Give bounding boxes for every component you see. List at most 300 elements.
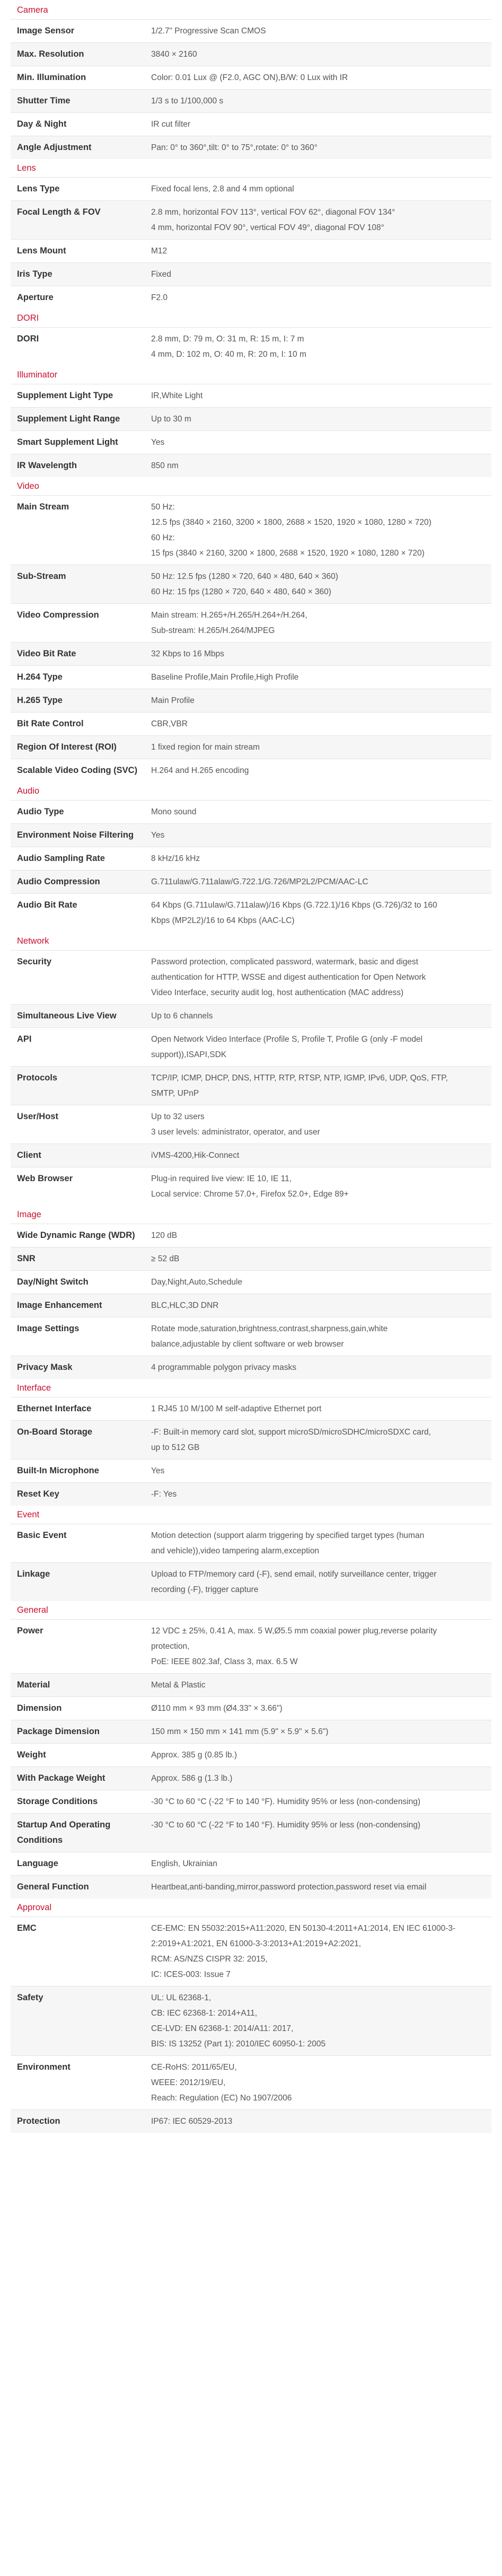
spec-value [151, 458, 485, 473]
spec-row [11, 1397, 491, 1420]
spec-value-line: Day,Night,Auto,Schedule [151, 1278, 243, 1287]
spec-value-line: 850 nm [151, 461, 179, 470]
spec-row [11, 2055, 491, 2109]
spec-value [151, 646, 485, 662]
spec-value-line: Up to 30 m [151, 415, 191, 424]
spec-value-line: Plug-in required live view: IE 10, IE 11, [151, 1174, 292, 1183]
spec-label: H.264 Type [17, 672, 63, 682]
spec-label-line: Conditions [17, 1835, 63, 1845]
spec-row [11, 407, 491, 430]
spec-value-line: Upload to FTP/memory card (-F), send email, notify surveillance center, trigger [151, 1570, 437, 1579]
spec-value [151, 70, 485, 85]
spec-value-line: Mono sound [151, 807, 197, 816]
spec-row [11, 759, 491, 782]
spec-label: Day/Night Switch [17, 1277, 89, 1287]
spec-label: Storage Conditions [17, 1797, 98, 1806]
spec-value [151, 2060, 485, 2106]
spec-row [11, 1696, 491, 1720]
spec-value [151, 693, 485, 708]
spec-value [151, 1321, 485, 1352]
spec-value-line: Kbps (MP2L2)/16 to 64 Kbps (AAC-LC) [151, 916, 295, 925]
spec-row [11, 42, 491, 66]
spec-value [151, 1677, 485, 1693]
spec-value [151, 331, 485, 362]
spec-value-line: and vehicle)),video tampering alarm,exception [151, 1546, 320, 1555]
spec-label: Supplement Light Type [17, 391, 113, 400]
spec-value-line: Up to 6 channels [151, 1012, 213, 1021]
spec-value-line: authentication for HTTP, WSSE and digest authentication for Open Network [151, 973, 426, 982]
spec-label: Linkage [17, 1569, 50, 1579]
spec-row [11, 665, 491, 689]
spec-value-line: up to 512 GB [151, 1443, 200, 1452]
spec-value [151, 1360, 485, 1375]
spec-value [151, 716, 485, 732]
spec-value [151, 670, 485, 685]
spec-value-line: G.711ulaw/G.711alaw/G.722.1/G.726/MP2L2/PCM/AAC-LC [151, 877, 368, 886]
section-title: Event [17, 1510, 40, 1519]
spec-row [11, 1224, 491, 1247]
spec-label: Safety [17, 1993, 43, 2002]
spec-row [11, 847, 491, 870]
spec-value [151, 267, 485, 282]
section-audio [11, 782, 491, 932]
spec-value-line: 150 mm × 150 mm × 141 mm (5.9" × 5.9" × 5.6") [151, 1727, 329, 1736]
spec-label: Video Compression [17, 610, 99, 620]
section-network [11, 932, 491, 1206]
spec-value [151, 499, 485, 561]
spec-value-line: 2.8 mm, horizontal FOV 113°, vertical FOV 62°, diagonal FOV 134° [151, 208, 395, 217]
spec-label: Security [17, 957, 52, 966]
spec-value-line: TCP/IP, ICMP, DHCP, DNS, HTTP, RTP, RTSP, NTP, IGMP, IPv6, UDP, QoS, FTP, [151, 1074, 448, 1083]
spec-label: Video Bit Rate [17, 649, 76, 658]
spec-value-line: Video Interface, security audit log, host authentication (MAC address) [151, 988, 404, 997]
spec-row [11, 642, 491, 665]
spec-value-line: 4 programmable polygon privacy masks [151, 1363, 296, 1372]
spec-value-line: Yes [151, 438, 165, 447]
spec-value-line: 12.5 fps (3840 × 2160, 3200 × 1800, 2688 × 1520, 1920 × 1080, 1280 × 720) [151, 518, 431, 527]
spec-label: Environment [17, 2062, 71, 2072]
spec-value-line: 60 Hz: [151, 533, 175, 542]
spec-label: Lens Mount [17, 246, 66, 256]
spec-row [11, 1167, 491, 1206]
spec-value-line: 4 mm, D: 102 m, O: 40 m, R: 20 m, I: 10 m [151, 350, 306, 359]
spec-value-line: 1/2.7" Progressive Scan CMOS [151, 27, 266, 36]
spec-row [11, 1027, 491, 1066]
spec-label: Material [17, 1680, 50, 1690]
spec-row [11, 1619, 491, 1673]
spec-value-line: IR cut filter [151, 120, 191, 129]
spec-value [151, 1032, 485, 1062]
spec-label: H.265 Type [17, 696, 63, 705]
spec-value-line: CE-LVD: EN 62368-1: 2014/A11: 2017, [151, 2024, 294, 2033]
spec-value [151, 205, 485, 235]
spec-value [151, 411, 485, 427]
spec-label: Angle Adjustment [17, 143, 92, 152]
spec-value [151, 1298, 485, 1313]
spec-row [11, 89, 491, 112]
spec-value-line: ≥ 52 dB [151, 1254, 180, 1263]
spec-value-line: BIS: IS 13252 (Part 1): 2010/IEC 60950-1: 2005 [151, 2039, 326, 2049]
spec-label: Focal Length & FOV [17, 207, 101, 217]
spec-value-line: protection, [151, 1642, 190, 1651]
spec-label: IR Wavelength [17, 461, 77, 470]
spec-label: Audio Type [17, 807, 64, 816]
spec-value [151, 1990, 485, 2052]
spec-value [151, 1148, 485, 1163]
spec-row [11, 1459, 491, 1482]
spec-label: SNR [17, 1254, 36, 1263]
spec-row [11, 239, 491, 262]
spec-row [11, 495, 491, 565]
spec-value-line: SMTP, UPnP [151, 1089, 199, 1098]
spec-label: Region Of Interest (ROI) [17, 742, 117, 752]
spec-value-line: 32 Kbps to 16 Mbps [151, 649, 224, 658]
spec-label: On-Board Storage [17, 1427, 93, 1437]
spec-value-line: 2:2019+A1:2021, EN 61000-3-3:2013+A1:2019+A2:2021, [151, 1939, 362, 1948]
spec-value-line: Password protection, complicated password, watermark, basic and digest [151, 957, 418, 966]
section-title: Camera [17, 5, 48, 15]
spec-row [11, 19, 491, 42]
spec-value-line: Baseline Profile,Main Profile,High Profile [151, 673, 299, 682]
spec-value-line: Fixed focal lens, 2.8 and 4 mm optional [151, 184, 294, 194]
spec-row [11, 177, 491, 200]
spec-value-line: 3 user levels: administrator, operator, and user [151, 1128, 320, 1137]
spec-label: Package Dimension [17, 1727, 100, 1736]
spec-value [151, 1879, 485, 1895]
spec-row [11, 893, 491, 932]
spec-label: Scalable Video Coding (SVC) [17, 766, 138, 775]
section-image [11, 1206, 491, 1379]
spec-label: Audio Compression [17, 877, 100, 886]
spec-value-line: Local service: Chrome 57.0+, Firefox 52.0+, Edge 89+ [151, 1190, 349, 1199]
spec-label: Basic Event [17, 1531, 67, 1540]
spec-value-line: support)),ISAPI,SDK [151, 1050, 227, 1059]
spec-row [11, 1356, 491, 1379]
spec-row [11, 2109, 491, 2133]
spec-value-line: CE-EMC: EN 55032:2015+A11:2020, EN 50130-4:2011+A1:2014, EN IEC 61000-3- [151, 1924, 456, 1933]
spec-value [151, 804, 485, 820]
spec-row [11, 1144, 491, 1167]
spec-value [151, 1008, 485, 1024]
spec-label-line: Startup And Operating [17, 1820, 111, 1830]
spec-row [11, 870, 491, 893]
spec-row [11, 1420, 491, 1459]
spec-label: Min. Illumination [17, 73, 86, 82]
spec-value [151, 1623, 485, 1669]
spec-value-line: WEEE: 2012/19/EU, [151, 2078, 226, 2087]
spec-value [151, 1921, 485, 1982]
spec-label: Image Enhancement [17, 1300, 102, 1310]
spec-row [11, 1482, 491, 1506]
spec-label: Web Browser [17, 1174, 73, 1183]
spec-row [11, 1270, 491, 1294]
spec-value [151, 1171, 485, 1202]
spec-value [151, 2114, 485, 2129]
spec-row [11, 735, 491, 759]
spec-label: Power [17, 1626, 43, 1636]
spec-label: Simultaneous Live View [17, 1011, 117, 1021]
spec-value [151, 1771, 485, 1786]
spec-label: Language [17, 1859, 58, 1868]
spec-row [11, 1317, 491, 1356]
spec-value [151, 569, 485, 600]
spec-row [11, 950, 491, 1004]
section-title: Approval [17, 1903, 52, 1912]
spec-label: Sub-Stream [17, 572, 66, 581]
spec-value-line: IC: ICES-003: Issue 7 [151, 1970, 231, 1979]
spec-row [11, 1004, 491, 1027]
section-event [11, 1506, 491, 1601]
spec-value [151, 1794, 485, 1809]
spec-value-line: CB: IEC 62368-1: 2014+A11, [151, 2009, 258, 2018]
spec-value [151, 1528, 485, 1559]
spec-label: Built-In Microphone [17, 1466, 99, 1475]
spec-value-line: balance,adjustable by client software or web browser [151, 1340, 344, 1349]
spec-value-line: Yes [151, 831, 165, 840]
spec-row [11, 200, 491, 239]
spec-value-line: Open Network Video Interface (Profile S, Profile T, Profile G (only -F model [151, 1035, 422, 1044]
spec-value [151, 851, 485, 866]
spec-value-line: 60 Hz: 15 fps (1280 × 720, 640 × 480, 640 × 360) [151, 587, 331, 596]
spec-value-line: Up to 32 users [151, 1112, 205, 1121]
spec-label: DORI [17, 334, 39, 344]
spec-value [151, 181, 485, 197]
spec-row [11, 1852, 491, 1875]
spec-value-line: 64 Kbps (G.711ulaw/G.711alaw)/16 Kbps (G.722.1)/16 Kbps (G.726)/32 to 160 [151, 901, 437, 910]
section-interface [11, 1379, 491, 1506]
spec-value [151, 763, 485, 778]
spec-row [11, 712, 491, 735]
spec-label: Weight [17, 1750, 46, 1760]
spec-row [11, 1790, 491, 1813]
spec-value-line: CBR,VBR [151, 719, 188, 728]
spec-label: EMC [17, 1923, 37, 1933]
spec-value-line: 120 dB [151, 1231, 178, 1240]
spec-value-line: IR,White Light [151, 391, 203, 400]
spec-value-line: IP67: IEC 60529-2013 [151, 2117, 233, 2126]
spec-value [151, 954, 485, 1000]
spec-value-line: Main stream: H.265+/H.265/H.264+/H.264, [151, 611, 307, 620]
spec-label: Reset Key [17, 1489, 59, 1499]
spec-label: Shutter Time [17, 96, 71, 105]
section-title: Interface [17, 1383, 51, 1393]
spec-row [11, 1720, 491, 1743]
spec-value-line: 1/3 s to 1/100,000 s [151, 96, 224, 105]
spec-row [11, 1294, 491, 1317]
spec-row [11, 1524, 491, 1562]
spec-label: Audio Sampling Rate [17, 854, 105, 863]
spec-value-line: recording (-F), trigger capture [151, 1585, 259, 1594]
spec-value-line: M12 [151, 247, 168, 256]
spec-value [151, 1228, 485, 1243]
spec-row [11, 1743, 491, 1766]
spec-value [151, 828, 485, 843]
section-dori [11, 309, 491, 366]
spec-row [11, 1813, 491, 1852]
spec-label: Max. Resolution [17, 49, 84, 59]
spec-value [151, 1817, 485, 1848]
spec-value [151, 1401, 485, 1417]
section-title: Lens [17, 163, 36, 173]
spec-row [11, 1105, 491, 1144]
spec-value-line: Heartbeat,anti-banding,mirror,password protection,password reset via email [151, 1883, 427, 1892]
spec-row [11, 823, 491, 847]
spec-value-line: 1 RJ45 10 M/100 M self-adaptive Ethernet port [151, 1404, 322, 1413]
section-camera [11, 0, 491, 159]
spec-value [151, 1856, 485, 1871]
spec-row [11, 800, 491, 823]
spec-label: Client [17, 1150, 41, 1160]
spec-row [11, 1562, 491, 1601]
spec-row [11, 1986, 491, 2055]
spec-label: Privacy Mask [17, 1362, 73, 1372]
spec-value-line: Approx. 586 g (1.3 lb.) [151, 1774, 233, 1783]
spec-label: Bit Rate Control [17, 719, 84, 728]
spec-value [151, 1274, 485, 1290]
spec-value [151, 243, 485, 259]
spec-value [151, 140, 485, 155]
spec-value-line: UL: UL 62368-1, [151, 1993, 212, 2002]
spec-value-line: Sub-stream: H.265/H.264/MJPEG [151, 626, 275, 635]
spec-value [151, 1109, 485, 1140]
spec-row [11, 66, 491, 89]
spec-value [151, 117, 485, 132]
spec-value-line: 1 fixed region for main stream [151, 743, 260, 752]
spec-value [151, 1070, 485, 1101]
spec-label: API [17, 1034, 32, 1044]
spec-label: Protection [17, 2116, 60, 2126]
spec-value [151, 898, 485, 928]
section-lens [11, 159, 491, 309]
spec-value-line: CE-RoHS: 2011/65/EU, [151, 2063, 237, 2072]
spec-value [151, 290, 485, 305]
spec-row [11, 1673, 491, 1696]
spec-label: Dimension [17, 1703, 62, 1713]
spec-value [151, 1251, 485, 1267]
section-title: Video [17, 481, 39, 491]
spec-label: Audio Bit Rate [17, 900, 77, 910]
spec-row [11, 112, 491, 136]
section-title: DORI [17, 313, 39, 323]
spec-value-line: 50 Hz: 12.5 fps (1280 × 720, 640 × 480, 640 × 360) [151, 572, 338, 581]
spec-value-line: Pan: 0° to 360°,tilt: 0° to 75°,rotate: 0° to 360° [151, 143, 318, 152]
spec-value [151, 388, 485, 403]
spec-label: User/Host [17, 1112, 58, 1121]
spec-label: Supplement Light Range [17, 414, 120, 424]
spec-value [151, 1701, 485, 1716]
section-illuminator [11, 366, 491, 477]
spec-value-line: Main Profile [151, 696, 195, 705]
spec-value [151, 874, 485, 890]
spec-value-line: Reach: Regulation (EC) No 1907/2006 [151, 2094, 292, 2103]
spec-value-line: Motion detection (support alarm triggering by specified target types (human [151, 1531, 425, 1540]
spec-label: Environment Noise Filtering [17, 830, 134, 840]
spec-label: Image Sensor [17, 26, 75, 36]
spec-label: Day & Night [17, 119, 67, 129]
spec-value-line: Ø110 mm × 93 mm (Ø4.33" × 3.66") [151, 1704, 283, 1713]
spec-value [151, 1747, 485, 1763]
spec-label: Iris Type [17, 269, 52, 279]
spec-label: Aperture [17, 293, 54, 302]
spec-label: General Function [17, 1882, 89, 1892]
section-video [11, 477, 491, 782]
section-title: Illuminator [17, 370, 58, 380]
spec-row [11, 689, 491, 712]
spec-value-line: Yes [151, 1466, 165, 1475]
spec-label: Protocols [17, 1073, 58, 1083]
spec-value [151, 740, 485, 755]
spec-row [11, 1066, 491, 1105]
spec-value-line: 12 VDC ± 25%, 0.41 A, max. 5 W,Ø5.5 mm coaxial power plug,reverse polarity [151, 1627, 437, 1636]
spec-label: Wide Dynamic Range (WDR) [17, 1230, 135, 1240]
section-title: Network [17, 936, 49, 946]
section-general [11, 1601, 491, 1898]
spec-label: Lens Type [17, 184, 60, 194]
spec-row [11, 565, 491, 603]
spec-value [151, 1487, 485, 1502]
spec-value-line: RCM: AS/NZS CISPR 32: 2015, [151, 1955, 268, 1964]
spec-value-line: H.264 and H.265 encoding [151, 766, 249, 775]
spec-value [151, 1724, 485, 1739]
spec-row [11, 286, 491, 309]
spec-row [11, 384, 491, 407]
spec-value-line: 4 mm, horizontal FOV 90°, vertical FOV 49°, diagonal FOV 108° [151, 223, 384, 232]
spec-label: Image Settings [17, 1324, 80, 1333]
spec-value-line: -F: Built-in memory card slot, support microSD/microSDHC/microSDXC card, [151, 1428, 431, 1437]
spec-value [151, 435, 485, 450]
spec-value-line: -30 °C to 60 °C (-22 °F to 140 °F). Humidity 95% or less (non-condensing) [151, 1821, 421, 1830]
spec-label: Ethernet Interface [17, 1404, 92, 1413]
spec-value-line: BLC,HLC,3D DNR [151, 1301, 219, 1310]
spec-value-line: 8 kHz/16 kHz [151, 854, 200, 863]
spec-label: Main Stream [17, 502, 69, 512]
spec-label [17, 1817, 151, 1848]
section-title: General [17, 1605, 48, 1615]
spec-value-line: Rotate mode,saturation,brightness,contrast,sharpness,gain,white [151, 1324, 388, 1333]
spec-label: Smart Supplement Light [17, 437, 118, 447]
spec-row [11, 1247, 491, 1270]
section-title: Image [17, 1210, 41, 1219]
spec-value-line: Approx. 385 g (0.85 lb.) [151, 1751, 237, 1760]
spec-value-line: -F: Yes [151, 1490, 177, 1499]
spec-row [11, 1875, 491, 1898]
spec-value [151, 608, 485, 638]
spec-value-line: 50 Hz: [151, 503, 175, 512]
spec-value [151, 1425, 485, 1455]
spec-row [11, 136, 491, 159]
spec-row [11, 262, 491, 286]
spec-value-line: -30 °C to 60 °C (-22 °F to 140 °F). Humidity 95% or less (non-condensing) [151, 1797, 421, 1806]
section-approval [11, 1898, 491, 2133]
spec-value-line: PoE: IEEE 802.3af, Class 3, max. 6.5 W [151, 1657, 298, 1666]
spec-row [11, 1766, 491, 1790]
spec-value-line: Metal & Plastic [151, 1681, 206, 1690]
spec-value [151, 47, 485, 62]
spec-value-line: Fixed [151, 270, 171, 279]
spec-row [11, 603, 491, 642]
spec-value [151, 93, 485, 109]
spec-label: With Package Weight [17, 1773, 105, 1783]
spec-value-line: 2.8 mm, D: 79 m, O: 31 m, R: 15 m, I: 7 m [151, 335, 304, 344]
spec-value-line: English, Ukrainian [151, 1859, 217, 1868]
spec-row [11, 327, 491, 366]
spec-value-line: 3840 × 2160 [151, 50, 197, 59]
section-title: Audio [17, 786, 40, 796]
spec-row [11, 430, 491, 454]
spec-value-line: Color: 0.01 Lux @ (F2.0, AGC ON),B/W: 0 Lux with IR [151, 73, 348, 82]
spec-value-line: 15 fps (3840 × 2160, 3200 × 1800, 2688 × 1520, 1920 × 1080, 1280 × 720) [151, 549, 425, 558]
spec-row [11, 1916, 491, 1986]
